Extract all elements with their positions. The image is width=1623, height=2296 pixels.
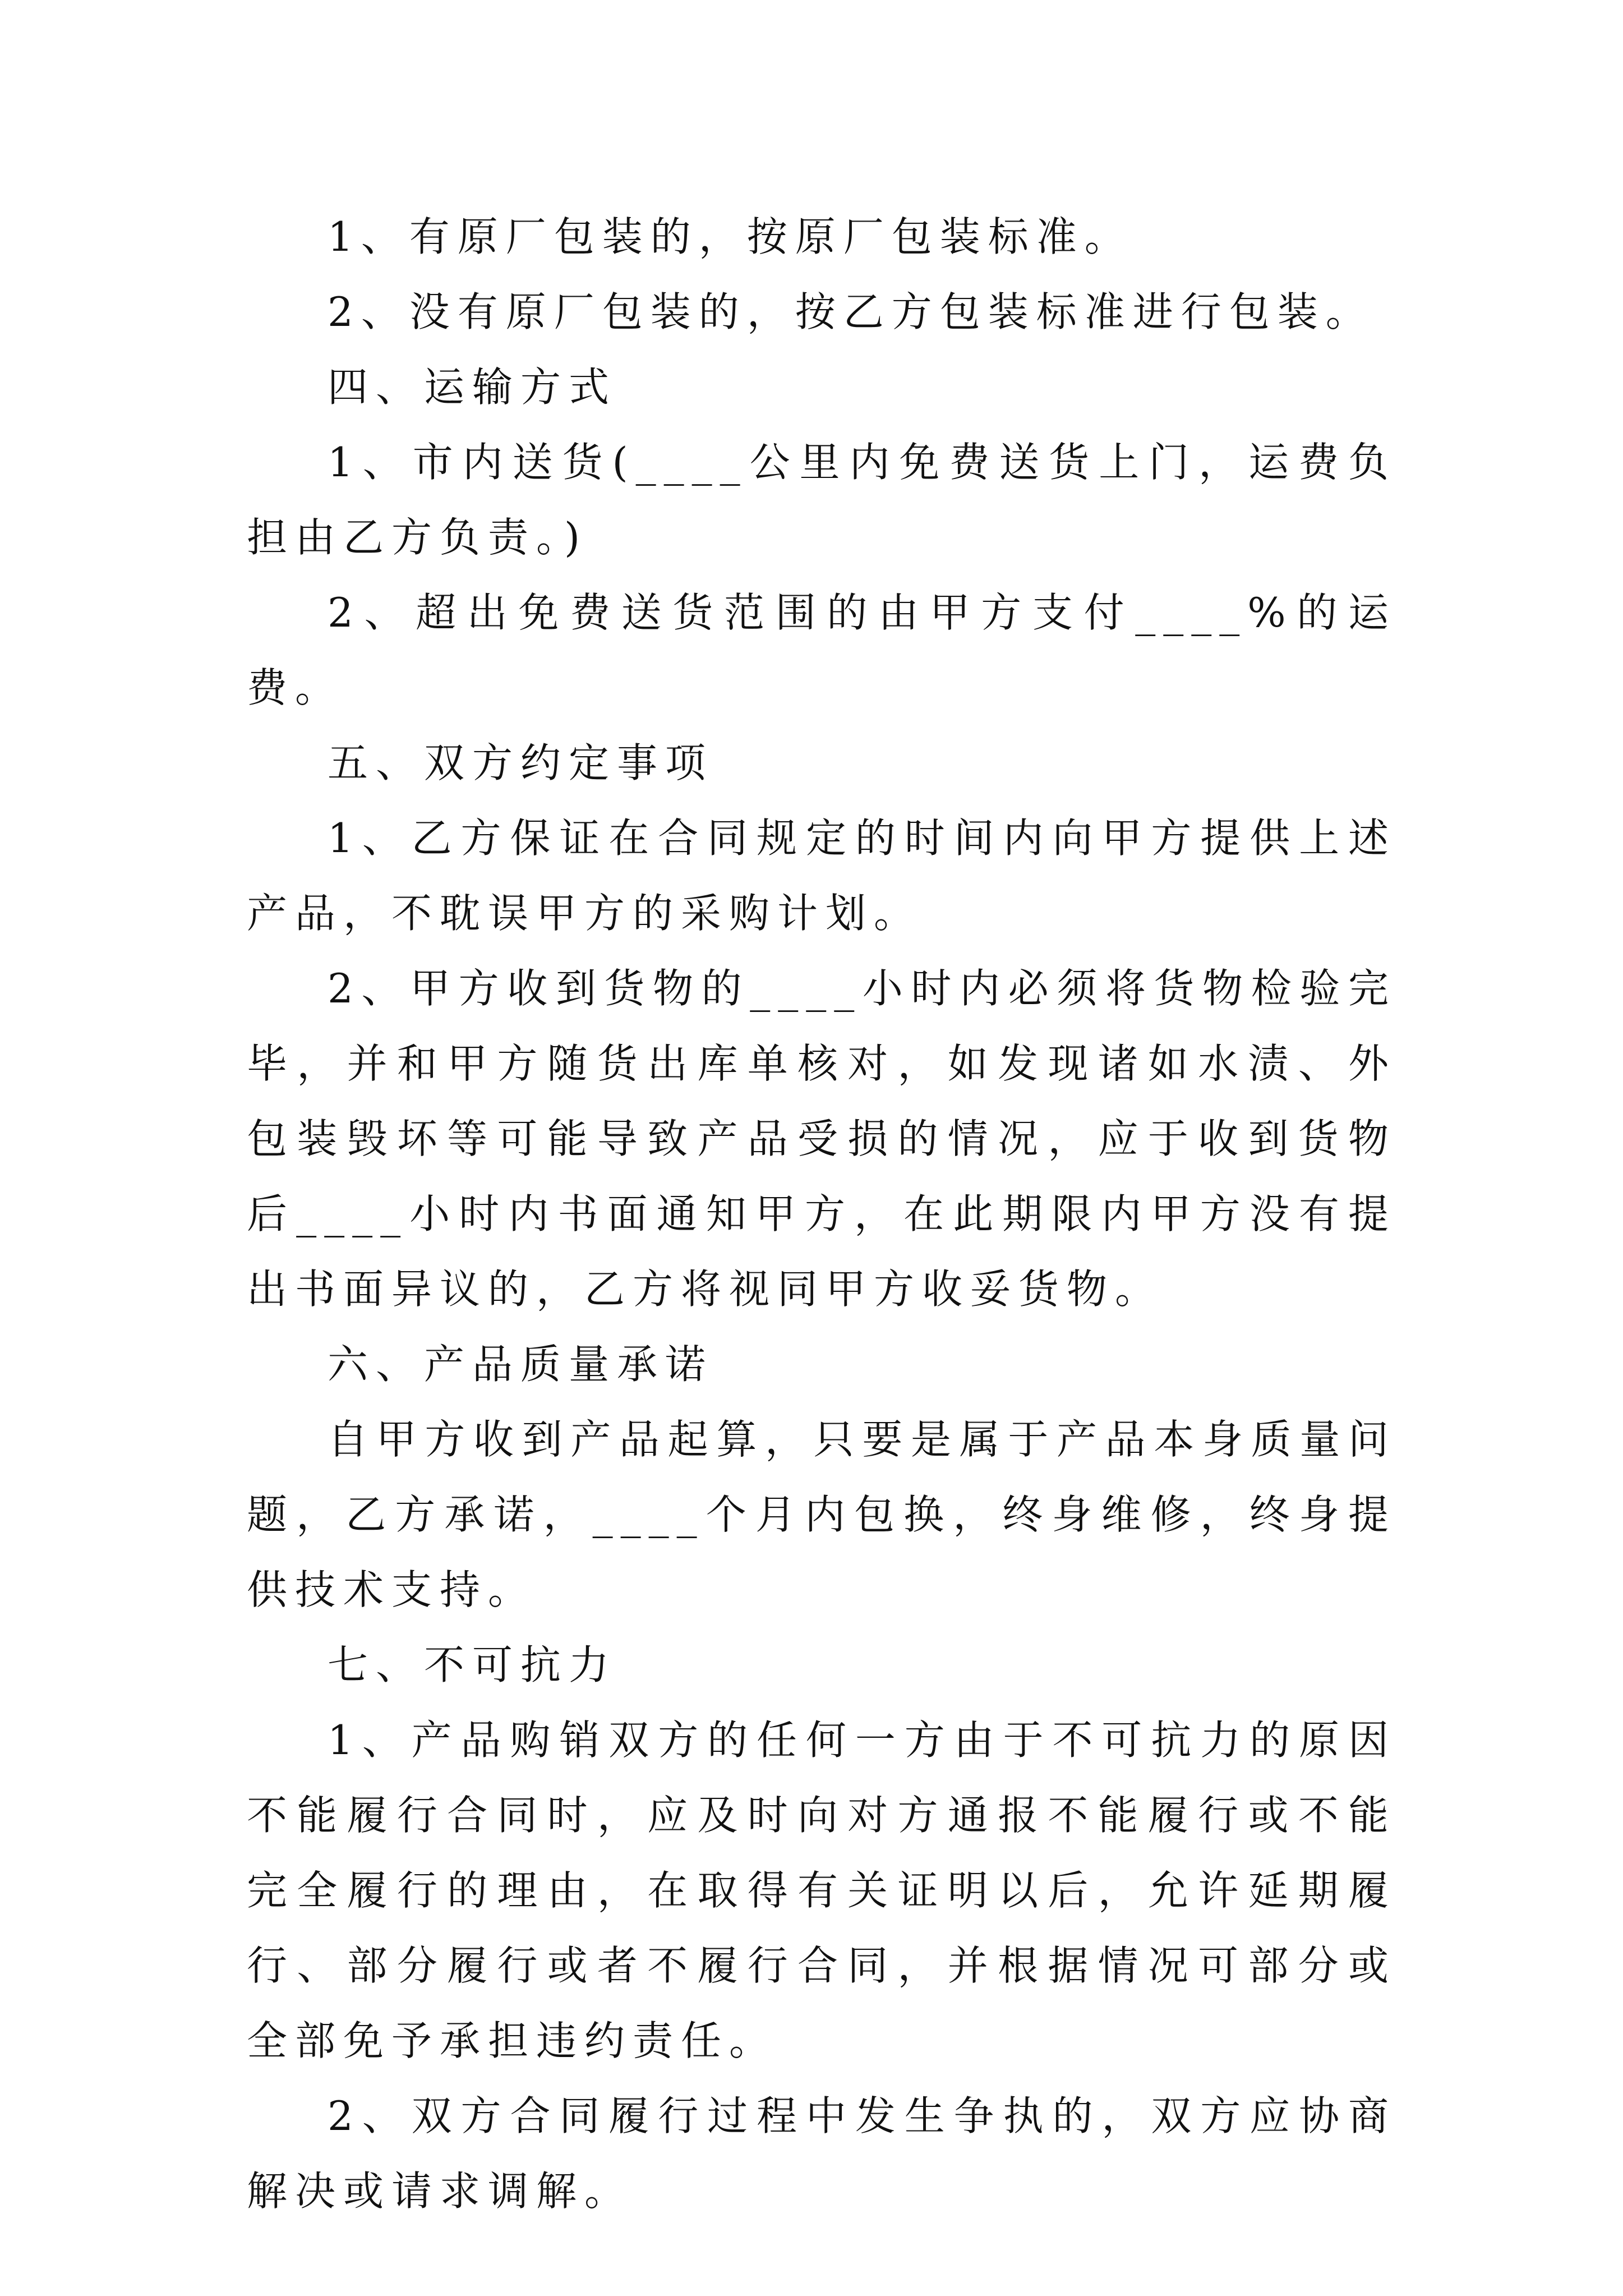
clause-supply-guarantee: 1、乙方保证在合同规定的时间内向甲方提供上述产品，不耽误甲方的采购计划。 xyxy=(247,815,1396,937)
clause-inspection: 2、甲方收到货物的____小时内必须将货物检验完毕，并和甲方随货出库单核对，如发现诸如水渍、外包装毁坏等可能导致产品受损的情况，应于收到货物后____小时内书面通知甲方，在此期限内甲方没有提出书面异议的，乙方将视同甲方收妥货物。 xyxy=(247,965,1396,1313)
section-heading-quality: 六、产品质量承诺 xyxy=(328,1341,714,1388)
clause-dispute: 2、双方合同履行过程中发生争执的，双方应协商解决或请求调解。 xyxy=(247,2092,1396,2215)
clause-quality-promise: 自甲方收到产品起算，只要是属于产品本身质量问题，乙方承诺，____个月内包换，终身维修，终身提供技术支持。 xyxy=(247,1416,1396,1613)
section-heading-agreed-matters: 五、双方约定事项 xyxy=(328,739,714,786)
clause-packaging-original: 1、有原厂包装的，按原厂包装标准。 xyxy=(328,213,1133,260)
clause-packaging-no-original: 2、没有原厂包装的，按乙方包装标准进行包装。 xyxy=(328,288,1374,335)
clause-local-delivery: 1、市内送货(____公里内免费送货上门，运费负担由乙方负责。) xyxy=(247,439,1396,561)
document-body xyxy=(247,199,1396,2229)
section-heading-transport: 四、运输方式 xyxy=(328,364,617,411)
section-heading-force-majeure: 七、不可抗力 xyxy=(328,1641,617,1688)
clause-extra-freight: 2、超出免费送货范围的由甲方支付____%的运费。 xyxy=(247,589,1396,711)
clause-force-majeure: 1、产品购销双方的任何一方由于不可抗力的原因不能履行合同时，应及时向对方通报不能履行或不能完全履行的理由，在取得有关证明以后，允许延期履行、部分履行或者不履行合同，并根据情况可部分或全部免予承担违约责任。 xyxy=(247,1717,1396,2064)
